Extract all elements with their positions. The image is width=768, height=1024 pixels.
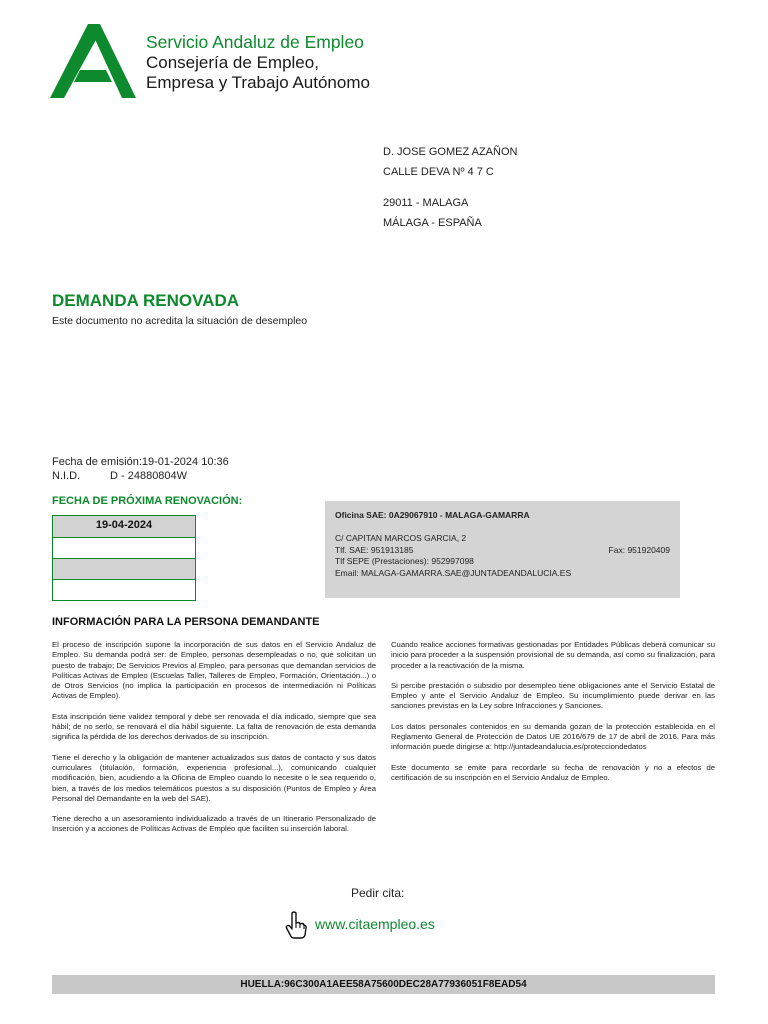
info-paragraph: Esta inscripción tiene validez temporal y debe ser renovada el día indicado, siempre que sea hábil; de no serlo, se renovará el día hábil siguiente. La falta de renovación de esta demanda significa la pérdida de los derechos derivados de su inscripción.	[52, 711, 376, 742]
recipient-region: MÁLAGA - ESPAÑA	[383, 217, 482, 229]
junta-andalucia-logo-icon	[50, 24, 136, 98]
pointing-hand-icon	[285, 911, 307, 939]
cita-empleo-link[interactable]: www.citaempleo.es	[315, 916, 435, 932]
document-fingerprint: HUELLA:96C300A1AEE58A75600DEC28A77936051F8EAD54	[52, 975, 715, 994]
info-paragraph: Cuando realice acciones formativas gestionadas por Entidades Públicas deberá comunicar su inicio para proceder a la suspensión provisional de su demanda, así como su finalización, para proceder a la reactivación de la misma.	[391, 640, 715, 670]
info-paragraph: Tiene derecho a un asesoramiento individualizado a través de un Itinerario Personalizado de Inserción y a acciones de Políticas Activas de Empleo que faciliten su inserción laboral.	[52, 814, 376, 834]
office-name: Oficina SAE: 0A29067910 - MALAGA-GAMARRA	[335, 510, 530, 520]
renewal-date-cell	[53, 579, 195, 600]
issue-date-label: Fecha de emisión:	[52, 456, 142, 468]
renewal-table	[52, 515, 196, 601]
info-paragraph: Tiene el derecho y la obligación de mantener actualizados sus datos de contacto y sus datos curriculares (titulación, formación, experiencia profesional...), comunicando cualquier modificación, bien, acudiendo a la Oficina de Empleo cuando lo necesite o le sea requerido o, bien, a través de los medios telemáticos puestos a su disposición (Puntos de Empleo y Área Personal del Demandante en la web del SAE).	[52, 752, 376, 803]
renewal-date-cell	[53, 537, 195, 558]
info-column-left	[52, 640, 376, 845]
renewal-date-cell	[53, 558, 195, 579]
info-heading: INFORMACIÓN PARA LA PERSONA DEMANDANTE	[52, 616, 320, 628]
office-email: Email: MALAGA-GAMARRA.SAE@JUNTADEANDALUCIA.ES	[335, 567, 572, 578]
issue-date-value: 19-01-2024 10:36	[141, 456, 229, 468]
office-street: C/ CAPITAN MARCOS GARCIA, 2	[335, 533, 467, 543]
document-subtitle: Este documento no acredita la situación de desempleo	[52, 315, 308, 327]
office-fax: Fax: 951920409	[608, 544, 670, 555]
appointment-label: Pedir cita:	[351, 886, 405, 900]
info-paragraph: El proceso de inscripción supone la incorporación de sus datos en el Servicio Andaluz de Empleo. Su demanda podrá ser: de Empleo, personas desempleadas o no, que solicitan un puesto de trabajo; De Servicios Previos al Empleo, para personas que demandan servicios de Políticas Activas de Empleo (Escuelas Taller, Talleres de Empleo, Formación, Orientación...) o de Otros Servicios (no implica la participación en procesos de intermediación ni Políticas Activas de Empleo).	[52, 640, 376, 701]
org-line-1: Servicio Andaluz de Empleo	[146, 32, 364, 52]
next-renewal-label: FECHA DE PRÓXIMA RENOVACIÓN:	[52, 495, 243, 507]
document-title: DEMANDA RENOVADA	[52, 291, 239, 310]
recipient-name: D. JOSE GOMEZ AZAÑON	[383, 146, 518, 158]
info-paragraph: Los datos personales contenidos en su demanda gozan de la protección establecida en el Reglamento General de Protección de Datos UE 2016/679 de 17 de abril de 2016. Para más información puede dirigirse a: http://juntadeandalucia.es/protecciondedatos	[391, 721, 715, 752]
info-paragraph: Si percibe prestación o subsidio por desempleo tiene obligaciones ante el Servicio Estatal de Empleo y ante el Servicio Andaluz de Empleo. Su incumplimiento puede derivar en las sanciones previstas en la Ley sobre Infracciones y Sanciones.	[391, 680, 715, 711]
office-phone: Tlf. SAE: 951913185	[335, 544, 414, 555]
nid-value: D - 24880804W	[110, 470, 188, 482]
org-line-2: Consejería de Empleo,	[146, 53, 319, 72]
renewal-date-cell: 19-04-2024	[53, 516, 195, 537]
recipient-postal: 29011 - MALAGA	[383, 197, 469, 209]
document-meta	[52, 455, 229, 483]
office-sepe-phone: Tlf SEPE (Prestaciones): 952997098	[335, 556, 474, 566]
office-info-box	[325, 501, 680, 598]
recipient-address	[383, 142, 517, 233]
info-column-right	[391, 640, 715, 793]
organization-name	[146, 32, 370, 93]
org-line-3: Empresa y Trabajo Autónomo	[146, 73, 370, 92]
recipient-street: CALLE DEVA Nº 4 7 C	[383, 166, 494, 178]
info-paragraph: Este documento se emite para recordarle su fecha de renovación y no a efectos de certificación de su inscripción en el Servicio Andaluz de Empleo.	[391, 762, 715, 782]
nid-label: N.I.D.	[52, 470, 81, 482]
